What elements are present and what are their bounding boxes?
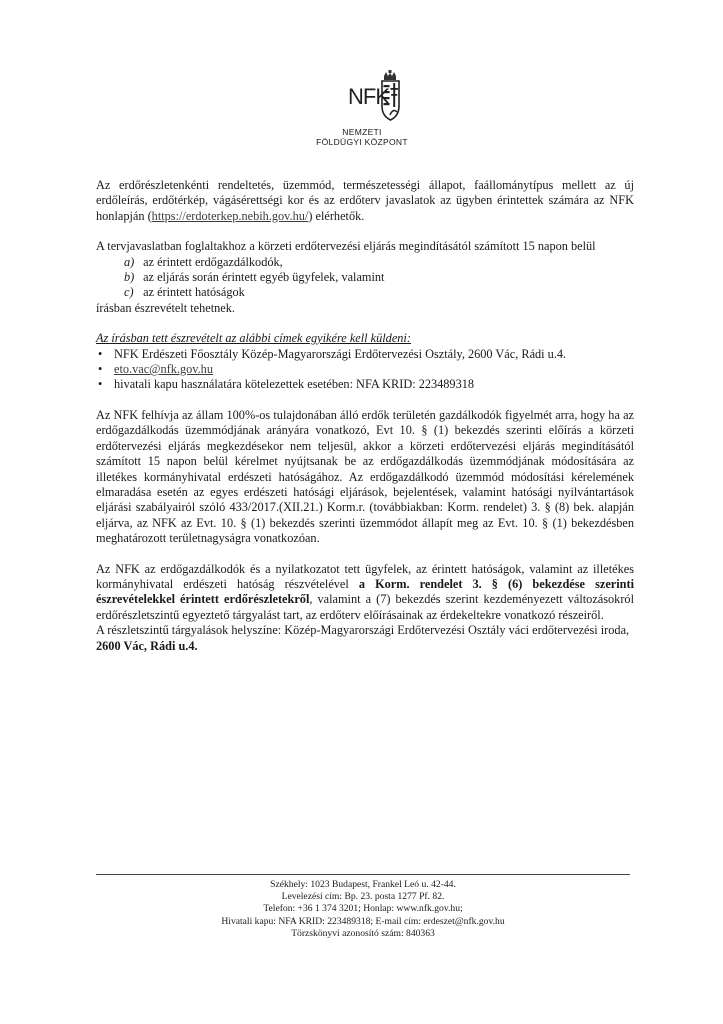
footer-phone: Telefon: +36 1 374 3201; Honlap: www.nfk.gov.hu; [263, 903, 463, 915]
paragraph-4: Az NFK az erdőgazdálkodók és a nyilatkozatot tett ügyfelek, az érintett hatóságok, valamint az illetékes kormányhivatal erdészeti hatóság részvételével a Korm. rendelet 3. § (6) bekezdése szerinti észrevételekkel érintett erdőrészletekről, valamint a (7) bekezdés szerint kezdeményezett változásokról erdőrészletszintű egyeztető tárgyalást tart, az erdőterv előírásainak az érdekeltekre vonatkozó részeiről. [96, 561, 634, 622]
list-item: c) az érintett hatóságok [124, 285, 245, 300]
footer-address: Székhely: 1023 Budapest, Frankel Leó u. 42-44. [270, 879, 456, 890]
erdoterkep-link[interactable]: https://erdoterkep.nebih.gov.hu/ [151, 208, 309, 223]
crown-shield-icon [326, 70, 416, 130]
footer-divider [96, 874, 630, 875]
list-item: • NFK Erdészeti Főosztály Közép-Magyarországi Erdőtervezési Osztály, 2600 Vác, Rádi u.4. [96, 347, 634, 362]
paragraph-2: A tervjavaslatban foglaltakhoz a körzeti erdőtervezési eljárás megindításától számított 15 napon belül [96, 239, 596, 254]
list-item: • hivatali kapu használatára kötelezettek esetében: NFA KRID: 223489318 [96, 377, 634, 392]
party-list [96, 255, 634, 301]
footer-registry: Törzskönyvi azonosító szám: 840363 [291, 927, 435, 939]
address-list [96, 347, 634, 393]
svg-text:NFK: NFK [348, 84, 389, 109]
nfk-logo [326, 70, 416, 130]
paragraph-1: Az erdőrészletenkénti rendeltetés, üzemmód, természetességi állapot, faállománytípus mellett az új erdőleírás, erdőtérkép, vágásérettségi kor és az erdőterv javaslatok az ügyben érintettek számára az NFK honlapján (https://erdoterkep.nebih.gov.hu/) elérhetők. [96, 178, 634, 223]
footer-mailing: Levelezési cím: Bp. 23. posta 1277 Pf. 82. [281, 891, 445, 903]
paragraph-3: Az NFK felhívja az állam 100%-os tulajdonában álló erdők területén gazdálkodók figyelmét arra, hogy ha az erdőgazdálkodás üzemmódjának arányára vonatkozó, Evt 10. § (1) bekezdés szerinti előírás a körzeti erdőtervezési eljárás megkezdésekor nem teljesül, akkor a körzeti erdőtervezési eljárás megindításától számított 15 napon belül kérelmet nyújtsanak be az erdőgazdálkodás üzemmódjának módosítására az illetékes kormányhivatal erdészeti hatóságához. Az erdőgazdálkodó üzemmód módosítási kérelemének elmaradása esetén az egyes erdészeti hatósági eljárások, bejelentések, valamint hatósági nyilvántartások eljárási szabályairól szóló 433/2017.(XII.21.) Korm.r. (továbbiakban: Korm. rendelet) 3. § (8) bek. alapján eljárva, az NFK az Evt. 10. § (1) bekezdés szerinti üzemmódot állapít meg az Evt. 10. § (1) bekezdésben meghatározott területnagyságra vonatkozóan. [96, 407, 634, 546]
address-heading: Az írásban tett észrevételt az alábbi címek egyikére kell küldeni: [96, 331, 411, 346]
org-name-line1: NEMZETI [342, 127, 382, 137]
email-link[interactable]: • eto.vac@nfk.gov.hu [96, 362, 634, 377]
paragraph-2-end: írásban észrevételt tehetnek. [96, 300, 235, 315]
org-name-line2: FÖLDÜGYI KÖZPONT [316, 137, 408, 147]
footer-krid: Hivatali kapu: NFA KRID: 223489318; E-mail cím: erdeszet@nfk.gov.hu [221, 915, 505, 927]
paragraph-5: A részletszintű tárgyalások helyszíne: Közép-Magyarországi Erdőtervezési Osztály váci erdőtervezési iroda, 2600 Vác, Rádi u.4. [96, 623, 630, 653]
list-item: a) az érintett erdőgazdálkodók, [124, 254, 283, 269]
document-body [96, 178, 634, 654]
organization-name [290, 127, 434, 147]
footer [96, 879, 630, 940]
list-item: b) az eljárás során érintett egyéb ügyfelek, valamint [124, 270, 385, 285]
